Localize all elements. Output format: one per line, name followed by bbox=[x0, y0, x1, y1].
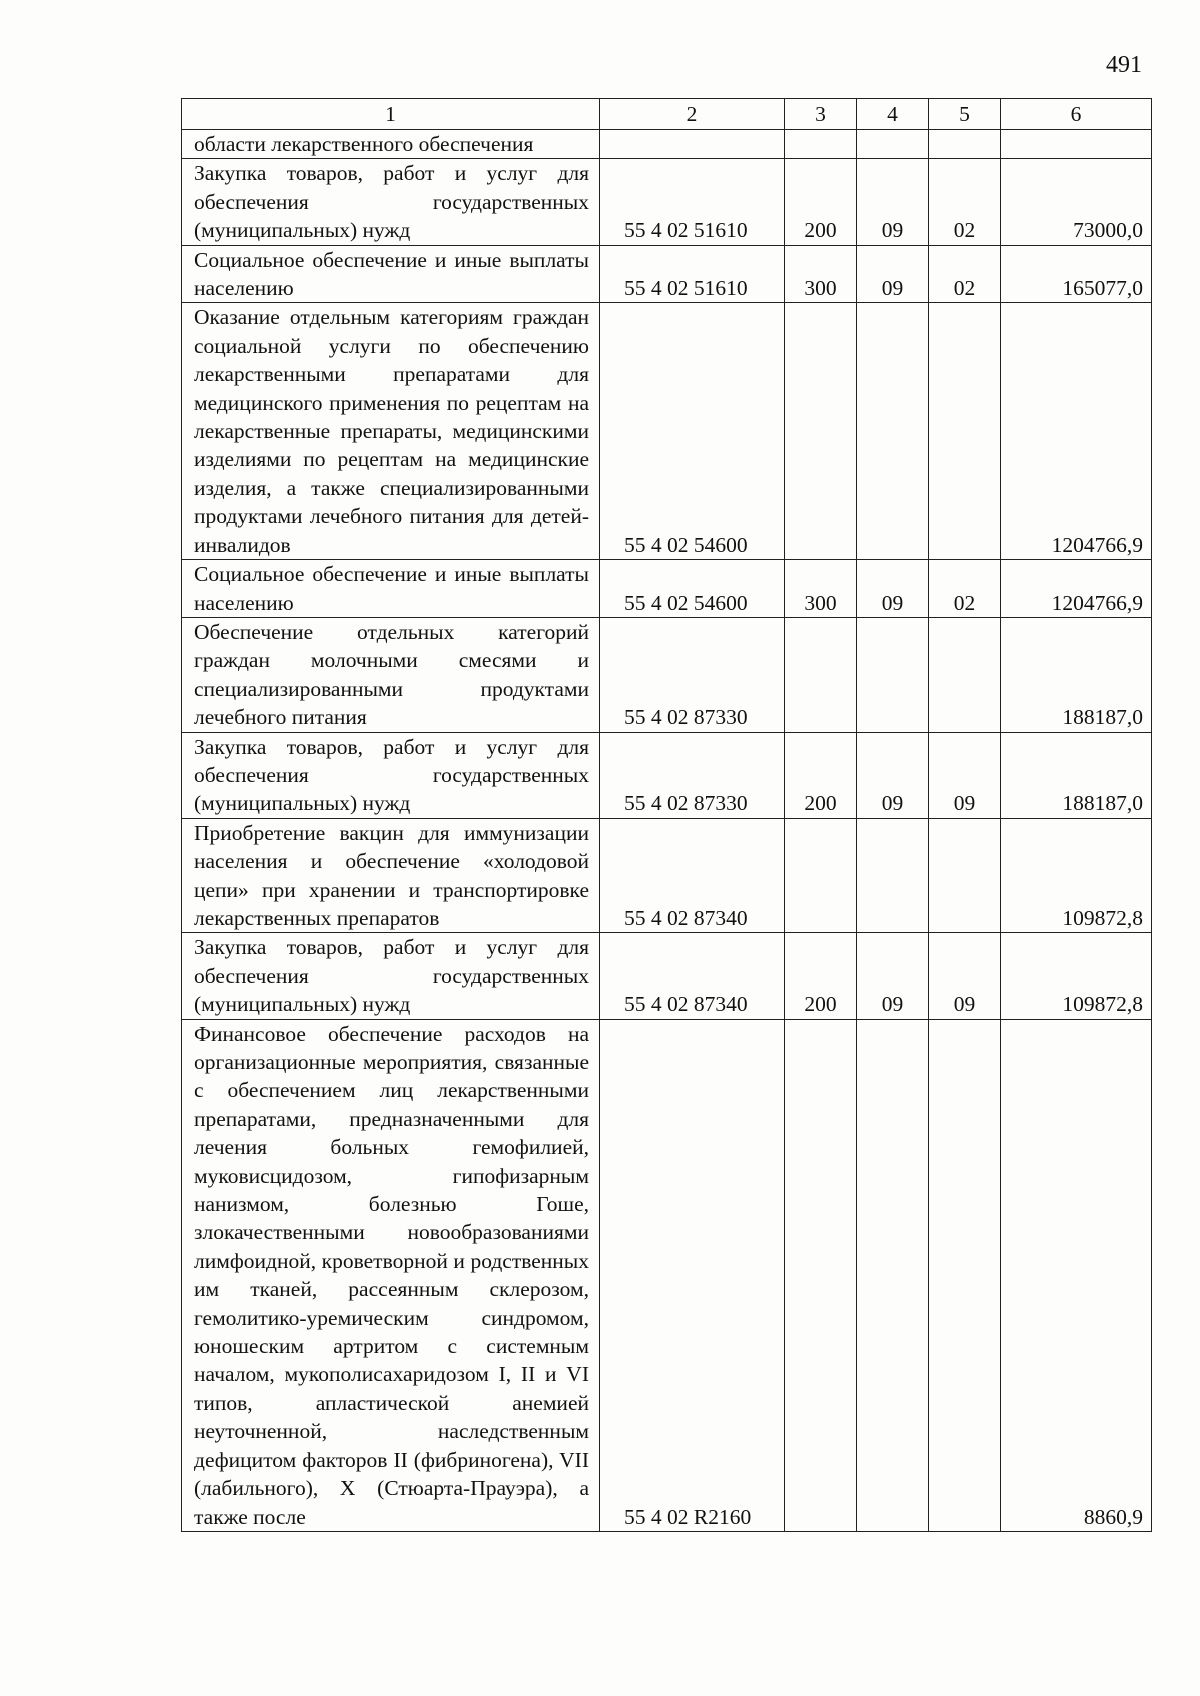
table-row bbox=[182, 732, 1152, 818]
table-row bbox=[182, 1019, 1152, 1531]
table-row bbox=[182, 130, 1152, 159]
row-col-4 bbox=[857, 1019, 929, 1531]
table-row bbox=[182, 560, 1152, 618]
table-row bbox=[182, 933, 1152, 1019]
row-amount: 188187,0 bbox=[1001, 617, 1152, 732]
row-col-5: 09 bbox=[929, 933, 1001, 1019]
row-col-4 bbox=[857, 130, 929, 159]
row-code: 55 4 02 R2160 bbox=[600, 1019, 785, 1531]
row-col-4: 09 bbox=[857, 933, 929, 1019]
header-col-5: 5 bbox=[929, 99, 1001, 130]
table-row bbox=[182, 303, 1152, 560]
row-code: 55 4 02 87330 bbox=[600, 732, 785, 818]
row-code: 55 4 02 87340 bbox=[600, 818, 785, 933]
row-col-5: 02 bbox=[929, 560, 1001, 618]
row-amount: 8860,9 bbox=[1001, 1019, 1152, 1531]
row-col-4 bbox=[857, 617, 929, 732]
row-col-3: 300 bbox=[785, 560, 857, 618]
row-description: Социальное обеспечение и иные выплаты населению bbox=[182, 245, 600, 303]
row-amount: 109872,8 bbox=[1001, 933, 1152, 1019]
row-code: 55 4 02 54600 bbox=[600, 303, 785, 560]
row-col-3: 200 bbox=[785, 732, 857, 818]
row-description: области лекарственного обеспечения bbox=[182, 130, 600, 159]
row-code: 55 4 02 54600 bbox=[600, 560, 785, 618]
row-col-4: 09 bbox=[857, 245, 929, 303]
row-col-5: 02 bbox=[929, 245, 1001, 303]
header-col-6: 6 bbox=[1001, 99, 1152, 130]
row-code: 55 4 02 51610 bbox=[600, 245, 785, 303]
row-col-3 bbox=[785, 1019, 857, 1531]
table-row bbox=[182, 617, 1152, 732]
table-row bbox=[182, 245, 1152, 303]
row-description: Закупка товаров, работ и услуг для обеспечения государственных (муниципальных) нужд bbox=[182, 933, 600, 1019]
row-amount: 73000,0 bbox=[1001, 159, 1152, 245]
row-amount: 165077,0 bbox=[1001, 245, 1152, 303]
row-amount: 1204766,9 bbox=[1001, 303, 1152, 560]
page-number: 491 bbox=[1106, 52, 1142, 78]
row-description: Социальное обеспечение и иные выплаты населению bbox=[182, 560, 600, 618]
row-description: Закупка товаров, работ и услуг для обеспечения государственных (муниципальных) нужд bbox=[182, 159, 600, 245]
row-col-4: 09 bbox=[857, 560, 929, 618]
row-col-5 bbox=[929, 617, 1001, 732]
row-code: 55 4 02 51610 bbox=[600, 159, 785, 245]
header-col-1: 1 bbox=[182, 99, 600, 130]
row-col-5 bbox=[929, 130, 1001, 159]
row-col-3: 200 bbox=[785, 933, 857, 1019]
row-col-3: 300 bbox=[785, 245, 857, 303]
row-code: 55 4 02 87340 bbox=[600, 933, 785, 1019]
row-col-4: 09 bbox=[857, 159, 929, 245]
row-amount: 188187,0 bbox=[1001, 732, 1152, 818]
row-col-5: 02 bbox=[929, 159, 1001, 245]
row-code bbox=[600, 130, 785, 159]
row-code: 55 4 02 87330 bbox=[600, 617, 785, 732]
header-col-3: 3 bbox=[785, 99, 857, 130]
row-amount bbox=[1001, 130, 1152, 159]
row-col-3 bbox=[785, 303, 857, 560]
table-row bbox=[182, 818, 1152, 933]
row-col-3 bbox=[785, 617, 857, 732]
row-col-4 bbox=[857, 818, 929, 933]
row-col-5: 09 bbox=[929, 732, 1001, 818]
row-description: Обеспечение отдельных категорий граждан молочными смесями и специализированными продуктами лечебного питания bbox=[182, 617, 600, 732]
table-header-row bbox=[182, 99, 1152, 130]
row-col-4: 09 bbox=[857, 732, 929, 818]
header-col-4: 4 bbox=[857, 99, 929, 130]
row-col-4 bbox=[857, 303, 929, 560]
row-description: Оказание отдельным категориям граждан социальной услуги по обеспечению лекарственными препаратами для медицинского применения по рецептам на лекарственные препараты, медицинскими изделиями по рецептам на медицинские изделия, а также специализированными продуктами лечебного питания для детей-инвалидов bbox=[182, 303, 600, 560]
row-col-5 bbox=[929, 303, 1001, 560]
row-amount: 109872,8 bbox=[1001, 818, 1152, 933]
row-col-3: 200 bbox=[785, 159, 857, 245]
row-col-5 bbox=[929, 1019, 1001, 1531]
row-amount: 1204766,9 bbox=[1001, 560, 1152, 618]
table-row bbox=[182, 159, 1152, 245]
header-col-2: 2 bbox=[600, 99, 785, 130]
row-description: Финансовое обеспечение расходов на организационные мероприятия, связанные с обеспечением лиц лекарственными препаратами, предназначенными для лечения больных гемофилией, муковисцидозом, гипофизарным нанизмом, болезнью Гоше, злокачественными новообразованиями лимфоидной, кроветворной и родственных им тканей, рассеянным склерозом, гемолитико-уремическим синдромом, юношеским артритом с системным началом, мукополисахаридозом I, II и VI типов, апластической анемией неуточненной, наследственным дефицитом факторов II (фибриногена), VII (лабильного), X (Стюарта-Прауэра), а также после bbox=[182, 1019, 600, 1531]
row-col-5 bbox=[929, 818, 1001, 933]
budget-table bbox=[181, 98, 1152, 1532]
row-col-3 bbox=[785, 130, 857, 159]
table-body bbox=[182, 130, 1152, 1532]
row-col-3 bbox=[785, 818, 857, 933]
row-description: Приобретение вакцин для иммунизации населения и обеспечение «холодовой цепи» при хранении и транспортировке лекарственных препаратов bbox=[182, 818, 600, 933]
row-description: Закупка товаров, работ и услуг для обеспечения государственных (муниципальных) нужд bbox=[182, 732, 600, 818]
